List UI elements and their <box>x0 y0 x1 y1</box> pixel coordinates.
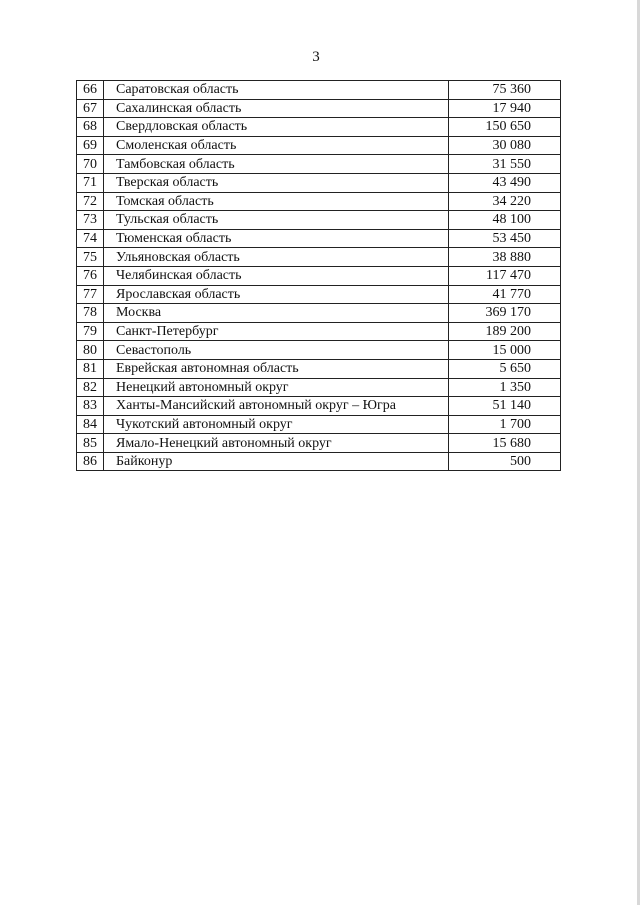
region-value: 17 940 <box>449 99 561 118</box>
region-name: Сахалинская область <box>104 99 449 118</box>
table-row <box>77 248 561 267</box>
table-row <box>77 341 561 360</box>
table-row <box>77 81 561 100</box>
row-number: 73 <box>77 211 104 230</box>
row-number: 80 <box>77 341 104 360</box>
row-number: 85 <box>77 434 104 453</box>
table-row <box>77 211 561 230</box>
regions-table <box>76 80 561 471</box>
region-value: 34 220 <box>449 192 561 211</box>
region-value: 38 880 <box>449 248 561 267</box>
table-row <box>77 415 561 434</box>
row-number: 83 <box>77 397 104 416</box>
row-number: 70 <box>77 155 104 174</box>
region-value: 51 140 <box>449 397 561 416</box>
region-value: 369 170 <box>449 304 561 323</box>
row-number: 78 <box>77 304 104 323</box>
region-value: 1 350 <box>449 378 561 397</box>
table-row <box>77 173 561 192</box>
region-name: Тюменская область <box>104 229 449 248</box>
region-name: Ханты-Мансийский автономный округ – Югра <box>104 397 449 416</box>
table-row <box>77 378 561 397</box>
region-name: Челябинская область <box>104 266 449 285</box>
region-name: Ульяновская область <box>104 248 449 267</box>
row-number: 75 <box>77 248 104 267</box>
region-value: 150 650 <box>449 118 561 137</box>
row-number: 67 <box>77 99 104 118</box>
row-number: 71 <box>77 173 104 192</box>
table-row <box>77 434 561 453</box>
row-number: 79 <box>77 322 104 341</box>
region-name: Свердловская область <box>104 118 449 137</box>
table-row <box>77 266 561 285</box>
row-number: 77 <box>77 285 104 304</box>
region-name: Тамбовская область <box>104 155 449 174</box>
region-value: 15 000 <box>449 341 561 360</box>
region-value: 1 700 <box>449 415 561 434</box>
row-number: 82 <box>77 378 104 397</box>
region-name: Смоленская область <box>104 136 449 155</box>
region-name: Москва <box>104 304 449 323</box>
region-name: Ненецкий автономный округ <box>104 378 449 397</box>
table-row <box>77 118 561 137</box>
table-row <box>77 229 561 248</box>
region-value: 189 200 <box>449 322 561 341</box>
row-number: 74 <box>77 229 104 248</box>
region-name: Тверская область <box>104 173 449 192</box>
table-row <box>77 452 561 471</box>
region-value: 48 100 <box>449 211 561 230</box>
region-name: Еврейская автономная область <box>104 359 449 378</box>
region-name: Тульская область <box>104 211 449 230</box>
region-value: 41 770 <box>449 285 561 304</box>
row-number: 69 <box>77 136 104 155</box>
region-name: Байконур <box>104 452 449 471</box>
region-name: Санкт-Петербург <box>104 322 449 341</box>
table-row <box>77 359 561 378</box>
table-row <box>77 99 561 118</box>
row-number: 84 <box>77 415 104 434</box>
row-number: 81 <box>77 359 104 378</box>
region-value: 15 680 <box>449 434 561 453</box>
row-number: 76 <box>77 266 104 285</box>
regions-table-body <box>77 81 561 471</box>
table-row <box>77 322 561 341</box>
row-number: 68 <box>77 118 104 137</box>
row-number: 72 <box>77 192 104 211</box>
table-row <box>77 397 561 416</box>
table-row <box>77 285 561 304</box>
page-number: 3 <box>312 49 320 65</box>
region-name: Томская область <box>104 192 449 211</box>
region-value: 5 650 <box>449 359 561 378</box>
row-number: 86 <box>77 452 104 471</box>
table-row <box>77 155 561 174</box>
region-name: Чукотский автономный округ <box>104 415 449 434</box>
region-value: 75 360 <box>449 81 561 100</box>
region-value: 31 550 <box>449 155 561 174</box>
region-value: 43 490 <box>449 173 561 192</box>
table-row <box>77 304 561 323</box>
region-name: Севастополь <box>104 341 449 360</box>
table-row <box>77 192 561 211</box>
region-name: Саратовская область <box>104 81 449 100</box>
region-value: 117 470 <box>449 266 561 285</box>
region-name: Ямало-Ненецкий автономный округ <box>104 434 449 453</box>
region-value: 30 080 <box>449 136 561 155</box>
region-value: 53 450 <box>449 229 561 248</box>
row-number: 66 <box>77 81 104 100</box>
table-row <box>77 136 561 155</box>
region-name: Ярославская область <box>104 285 449 304</box>
region-value: 500 <box>449 452 561 471</box>
